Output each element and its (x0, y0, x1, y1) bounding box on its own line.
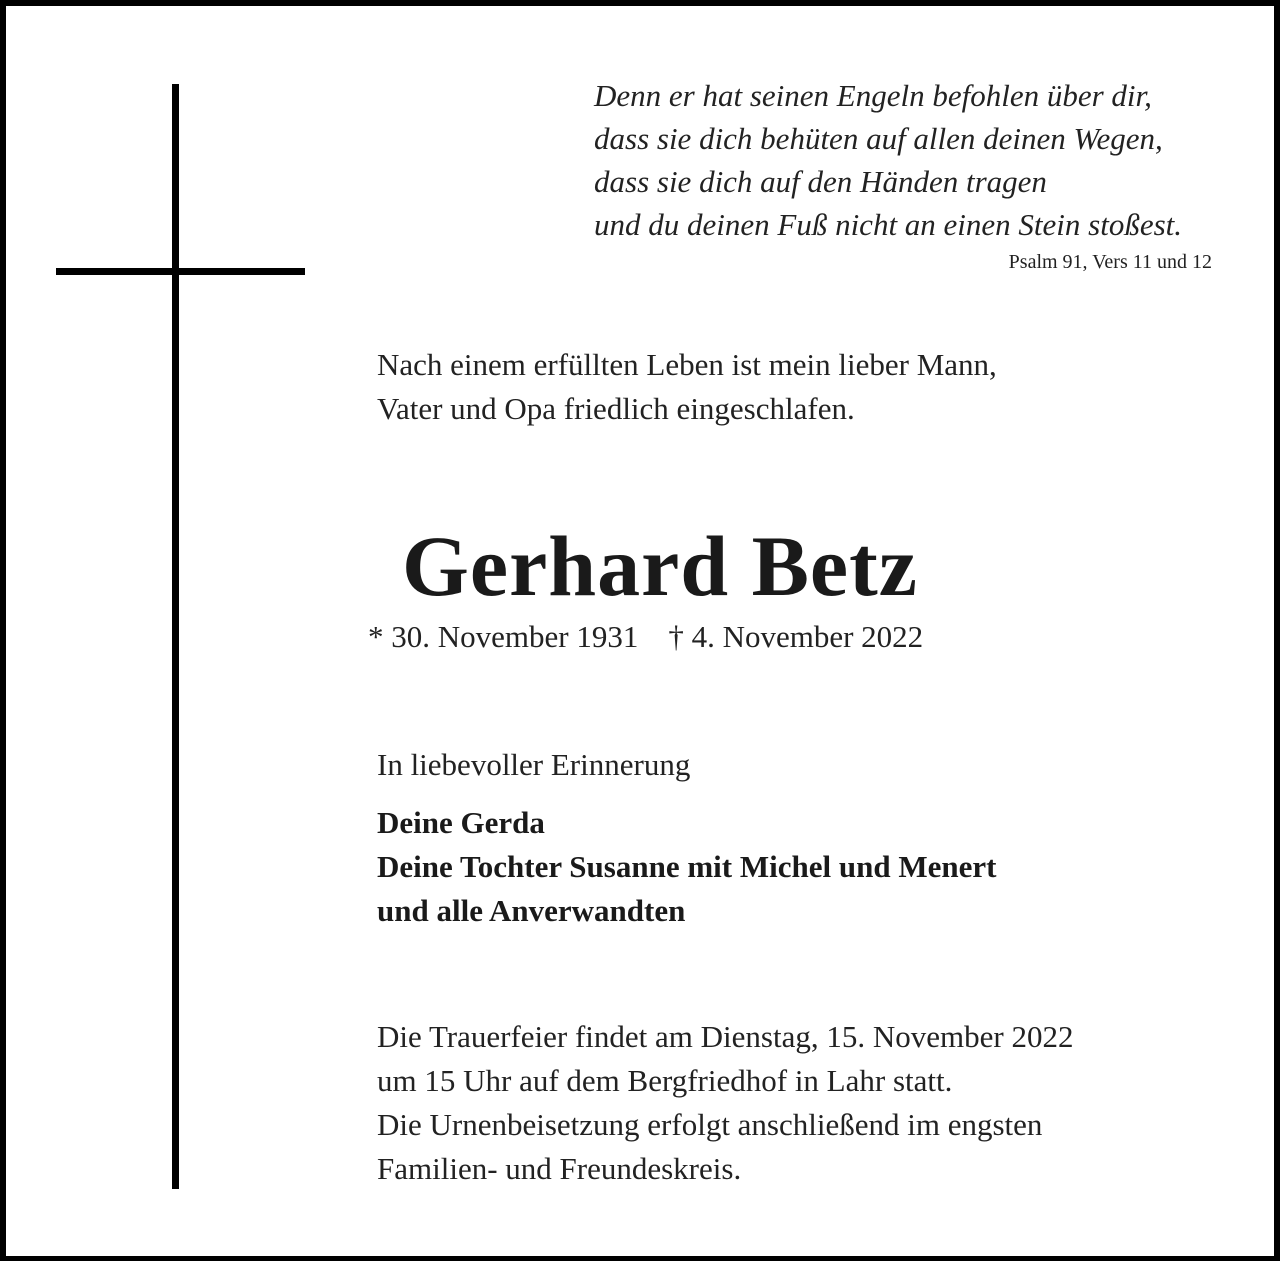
birth-date: * 30. November 1931 (368, 619, 639, 654)
intro-line: Nach einem erfüllten Leben ist mein lieber Mann, (377, 347, 997, 382)
mourner-line: und alle Anverwandten (377, 893, 686, 928)
service-line: um 15 Uhr auf dem Bergfriedhof in Lahr statt. (377, 1063, 953, 1098)
verse-source: Psalm 91, Vers 11 und 12 (1008, 251, 1212, 273)
death-date: † 4. November 2022 (668, 619, 924, 654)
service-line: Die Urnenbeisetzung erfolgt anschließend im engsten (377, 1107, 1043, 1142)
verse-line: Denn er hat seinen Engeln befohlen über dir, (594, 78, 1152, 113)
verse-line: dass sie dich behüten auf allen deinen Wegen, (594, 121, 1163, 156)
intro-line: Vater und Opa friedlich eingeschlafen. (377, 391, 855, 426)
life-dates (368, 616, 1068, 658)
cross-icon-horizontal-bar (56, 268, 305, 275)
mourners-list (377, 801, 1197, 933)
psalm-verse (594, 74, 1254, 246)
mourner-line: Deine Tochter Susanne mit Michel und Menert (377, 849, 997, 884)
intro-text (377, 343, 1177, 431)
funeral-service-info (377, 1015, 1237, 1191)
service-line: Familien- und Freundeskreis. (377, 1151, 742, 1186)
mourner-line: Deine Gerda (377, 805, 545, 840)
deceased-name: Gerhard Betz (402, 518, 918, 614)
verse-line: und du deinen Fuß nicht an einen Stein stoßest. (594, 207, 1183, 242)
verse-line: dass sie dich auf den Händen tragen (594, 164, 1047, 199)
cross-icon-vertical-bar (172, 84, 179, 1189)
service-line: Die Trauerfeier findet am Dienstag, 15. November 2022 (377, 1019, 1074, 1054)
memory-text: In liebevoller Erinnerung (377, 747, 691, 782)
